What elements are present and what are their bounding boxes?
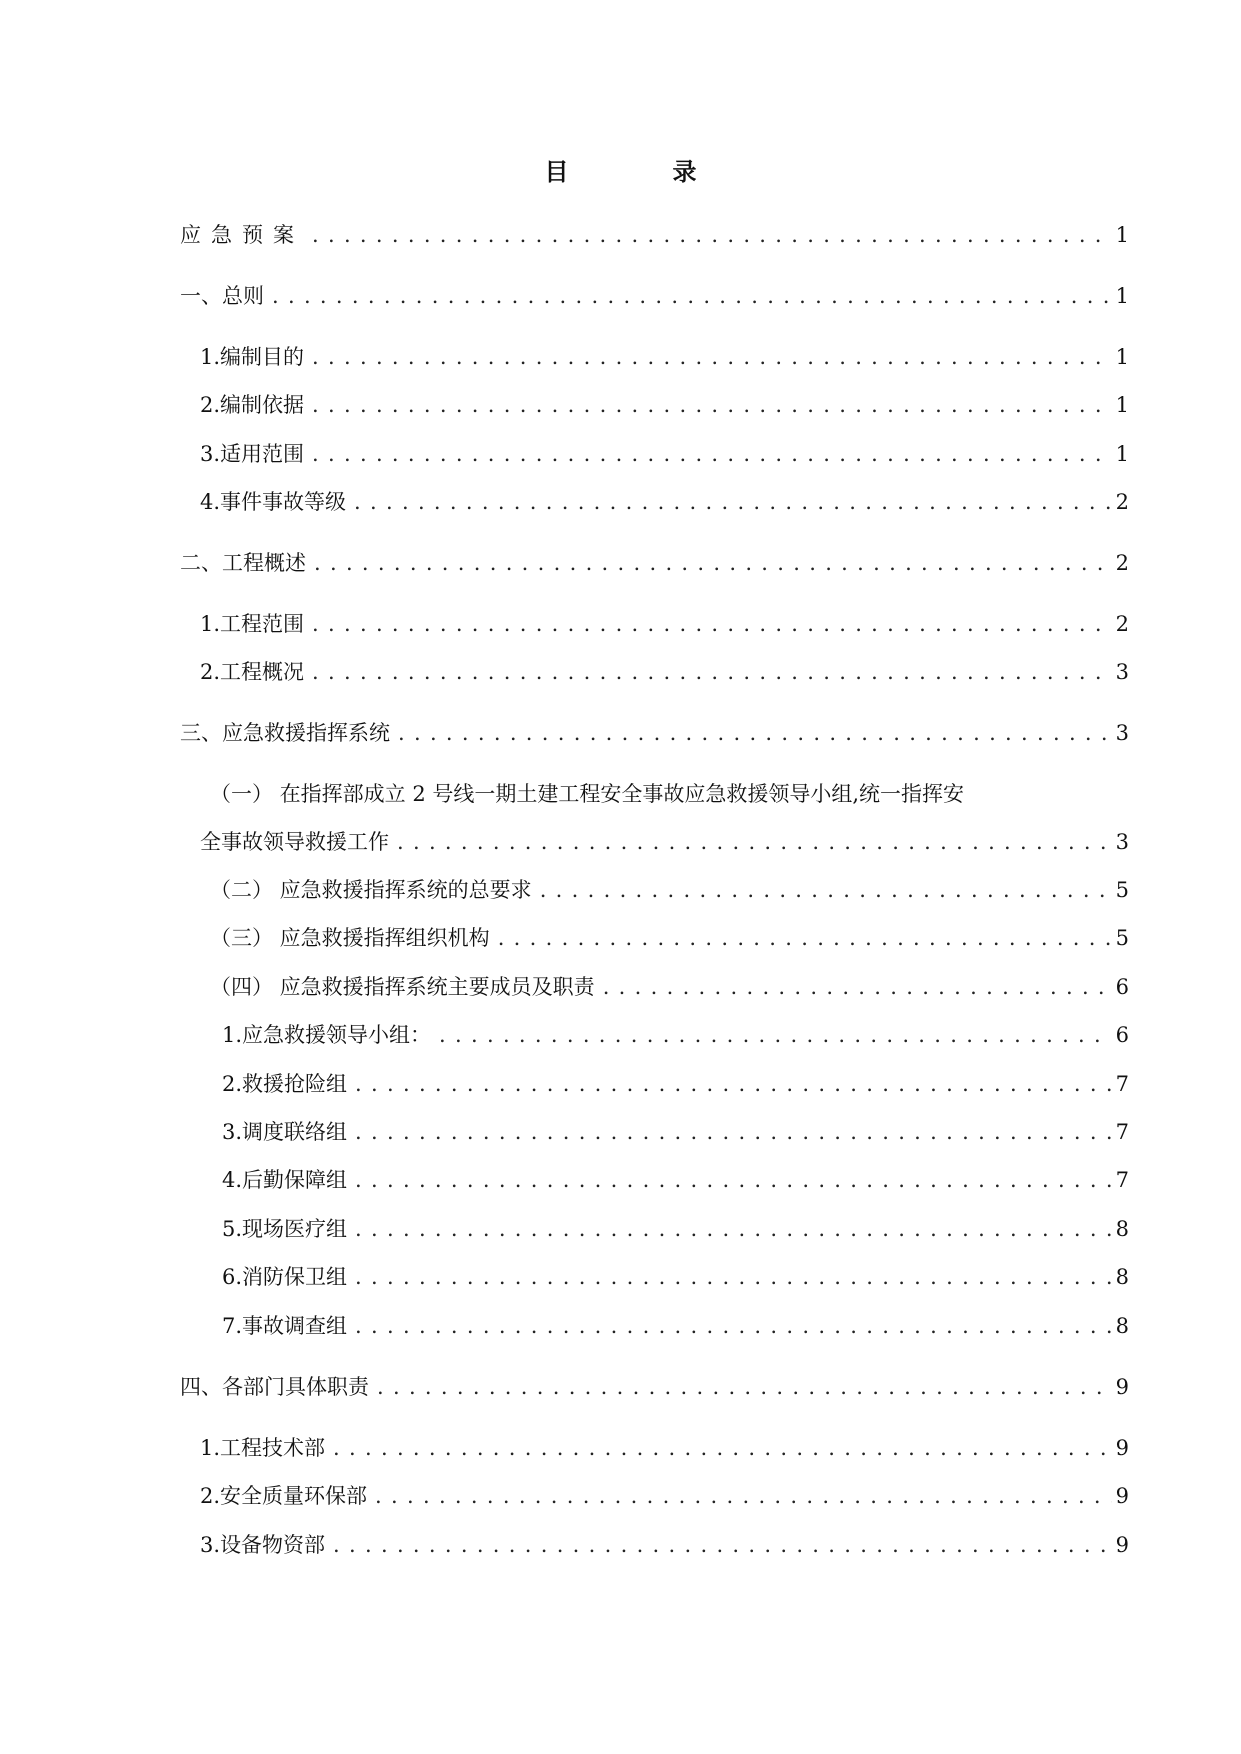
toc-page-number: 1: [1115, 393, 1129, 417]
toc-dot-leader: [312, 658, 1112, 686]
toc-entry-text: 2.安全质量环保部: [200, 1484, 368, 1508]
toc-page-number: 7: [1115, 1120, 1129, 1144]
toc-page-number: 6: [1115, 975, 1129, 999]
toc-entry[interactable]: [222, 1021, 1129, 1049]
toc-entry[interactable]: [200, 488, 1129, 516]
toc-entry-text: 5.现场医疗组: [222, 1217, 348, 1241]
toc-entry[interactable]: [180, 221, 1129, 249]
toc-page-number: 7: [1115, 1072, 1129, 1096]
toc-dot-leader: [355, 1263, 1112, 1291]
toc-entry[interactable]: [200, 610, 1129, 638]
toc-page-number: 3: [1115, 830, 1129, 854]
toc-dot-leader: [439, 1021, 1112, 1049]
toc-entry-text: 1.应急救援领导小组：: [222, 1023, 432, 1047]
toc-entry-text: 全事故领导救援工作: [200, 830, 389, 854]
toc-dot-leader: [272, 282, 1112, 310]
toc-page-number: 5: [1115, 878, 1129, 902]
toc-page-number: 9: [1115, 1436, 1129, 1460]
toc-page-number: 2: [1115, 490, 1129, 514]
toc-dot-leader: [397, 828, 1112, 856]
toc-dot-leader: [355, 1215, 1112, 1243]
toc-dot-leader: [355, 1312, 1112, 1340]
toc-entry[interactable]: [180, 282, 1129, 310]
toc-entry-text: 3.适用范围: [200, 442, 305, 466]
toc-dot-leader: [354, 488, 1112, 516]
toc-dot-leader: [603, 973, 1112, 1001]
toc-page-number: 1: [1115, 442, 1129, 466]
toc-dot-leader: [375, 1482, 1112, 1510]
toc-entry-text: 2.工程概况: [200, 660, 305, 684]
toc-dot-leader: [377, 1373, 1112, 1401]
toc-dot-leader: [333, 1434, 1112, 1462]
toc-entry-text: 3.调度联络组: [222, 1120, 348, 1144]
toc-entry[interactable]: [210, 876, 1129, 904]
toc-dot-leader: [355, 1118, 1112, 1146]
toc-entry[interactable]: [210, 924, 1129, 952]
toc-entry-wrapped-line[interactable]: （一） 在指挥部成立 2 号线一期土建工程安全事故应急救援领导小组,统一指挥安: [210, 782, 965, 806]
toc-page-number: 8: [1115, 1265, 1129, 1289]
toc-entry-text: 二、工程概述: [180, 551, 306, 575]
toc-entry-text: 2.编制依据: [200, 393, 305, 417]
toc-entry-text: 7.事故调查组: [222, 1314, 348, 1338]
toc-entry[interactable]: [200, 343, 1129, 371]
toc-page-number: 1: [1115, 284, 1129, 308]
toc-page-number: 3: [1115, 721, 1129, 745]
toc-page-number: 5: [1115, 926, 1129, 950]
toc-page-number: 9: [1115, 1375, 1129, 1399]
toc-page-number: 1: [1115, 345, 1129, 369]
toc-entry[interactable]: [180, 1373, 1129, 1401]
toc-page-number: 9: [1115, 1533, 1129, 1557]
toc-dot-leader: [312, 610, 1112, 638]
toc-entry-text: 应急预案: [180, 223, 304, 247]
toc-entry-text: （二） 应急救援指挥系统的总要求: [210, 878, 532, 902]
toc-entry[interactable]: [222, 1166, 1129, 1194]
toc-entry[interactable]: [222, 1263, 1129, 1291]
toc-entry[interactable]: [200, 828, 1129, 856]
toc-entry-text: 1.编制目的: [200, 345, 305, 369]
toc-entry-text: 4.后勤保障组: [222, 1168, 348, 1192]
toc-page-number: 3: [1115, 660, 1129, 684]
toc-entry[interactable]: [222, 1118, 1129, 1146]
toc-title: 目 录: [544, 157, 737, 186]
toc-entry[interactable]: [222, 1070, 1129, 1098]
toc-entry-text: 一、总则: [180, 284, 264, 308]
toc-page-number: 2: [1115, 551, 1129, 575]
toc-entry[interactable]: [200, 658, 1129, 686]
toc-page-number: 1: [1115, 223, 1129, 247]
toc-page-number: 8: [1115, 1314, 1129, 1338]
toc-entry-text: 3.设备物资部: [200, 1533, 326, 1557]
toc-entry[interactable]: [200, 1482, 1129, 1510]
toc-entry-text: 三、应急救援指挥系统: [180, 721, 390, 745]
toc-dot-leader: [314, 549, 1112, 577]
toc-dot-leader: [355, 1070, 1112, 1098]
toc-entry-text: （三） 应急救援指挥组织机构: [210, 926, 490, 950]
toc-entry[interactable]: [222, 1215, 1129, 1243]
toc-page-number: 2: [1115, 612, 1129, 636]
toc-entry[interactable]: [210, 973, 1129, 1001]
toc-entry-text: 2.救援抢险组: [222, 1072, 348, 1096]
toc-entry[interactable]: [200, 1531, 1129, 1559]
toc-dot-leader: [540, 876, 1112, 904]
toc-page-number: 7: [1115, 1168, 1129, 1192]
toc-dot-leader: [398, 719, 1112, 747]
toc-entry-text: 4.事件事故等级: [200, 490, 347, 514]
toc-entry[interactable]: [200, 391, 1129, 419]
toc-dot-leader: [312, 221, 1112, 249]
toc-entry[interactable]: [180, 549, 1129, 577]
toc-entry[interactable]: [200, 440, 1129, 468]
toc-page-number: 6: [1115, 1023, 1129, 1047]
toc-entry[interactable]: [222, 1312, 1129, 1340]
toc-entry-text: （四） 应急救援指挥系统主要成员及职责: [210, 975, 595, 999]
toc-entry[interactable]: [200, 1434, 1129, 1462]
toc-dot-leader: [312, 391, 1112, 419]
toc-entry-text: 1.工程技术部: [200, 1436, 326, 1460]
toc-dot-leader: [312, 343, 1112, 371]
toc-dot-leader: [312, 440, 1112, 468]
toc-entry-text: 1.工程范围: [200, 612, 305, 636]
toc-dot-leader: [498, 924, 1112, 952]
toc-page-number: 8: [1115, 1217, 1129, 1241]
toc-page-number: 9: [1115, 1484, 1129, 1508]
toc-dot-leader: [355, 1166, 1112, 1194]
toc-entry[interactable]: [180, 719, 1129, 747]
toc-dot-leader: [333, 1531, 1112, 1559]
toc-entry-text: 6.消防保卫组: [222, 1265, 348, 1289]
toc-entry-text: 四、各部门具体职责: [180, 1375, 369, 1399]
